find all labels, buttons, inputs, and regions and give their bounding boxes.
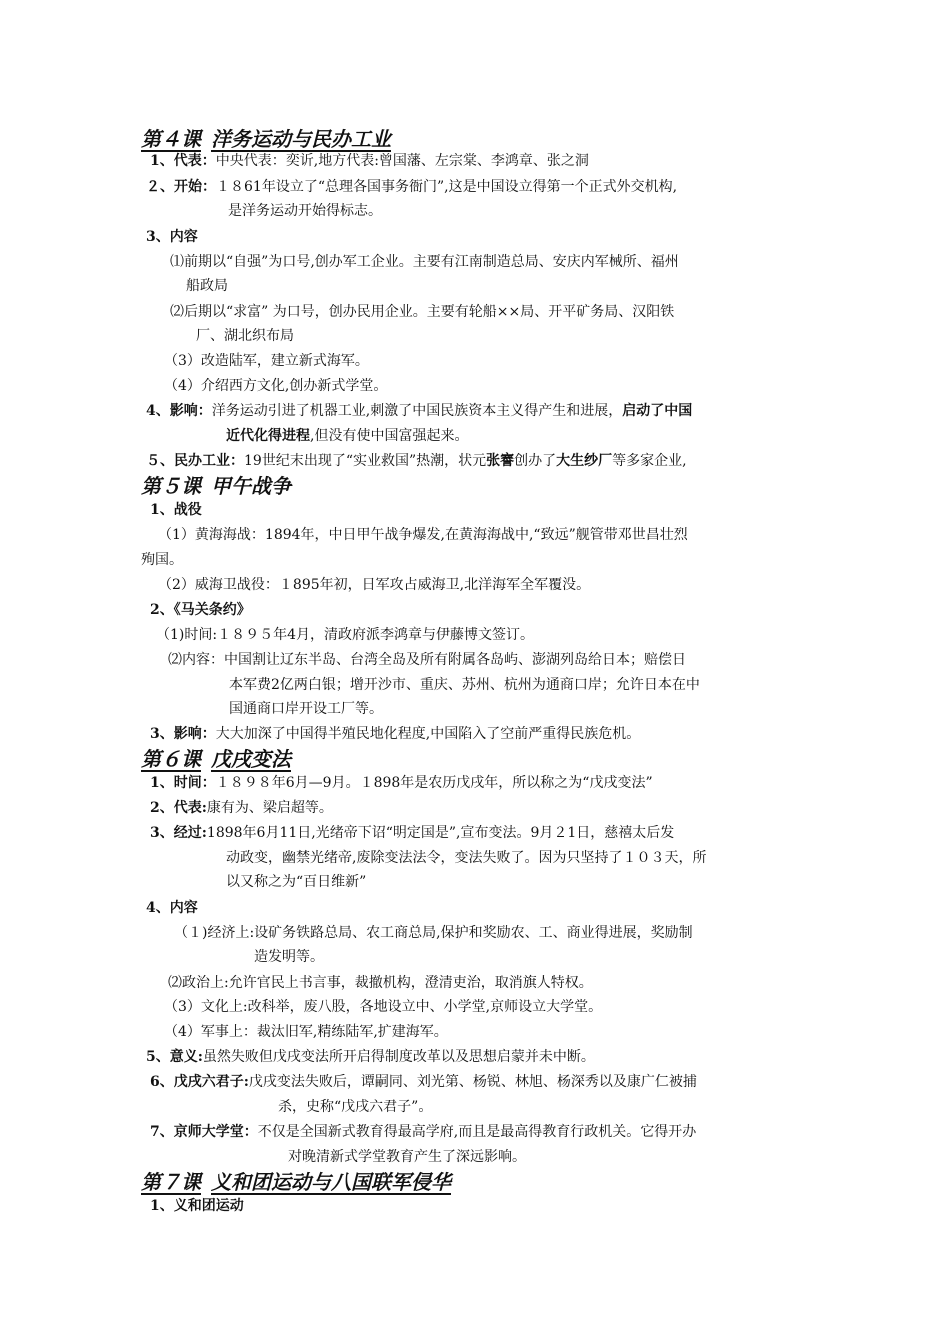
l4-influence-cont: 近代化得进程,但没有使中国富强起来。 — [226, 428, 469, 444]
l4-content-3: （3）改造陆军，建立新式海军。 — [164, 353, 369, 369]
l4-content-2: ⑵后期以“求富” 为口号，创办民用企业。主要有轮船××局、开平矿务局、汉阳铁 — [170, 304, 675, 320]
l4-representatives: 1、代表：中央代表：奕䜣,地方代表:曾国藩、左宗棠、李鸿章、张之洞 — [150, 153, 589, 169]
l7-boxer-label: 1、义和团运动 — [150, 1198, 244, 1214]
l6-process-cont2: 以又称之为“百日维新” — [226, 874, 367, 890]
l6-content-politics: ⑵政治上:允许官民上书言事，裁撤机构，澄清吏治，取消旗人特权。 — [168, 975, 593, 991]
l4-content-2-cont: 厂、湖北织布局 — [196, 328, 294, 344]
l6-six-gentlemen-cont: 杀，史称“戊戌六君子”。 — [278, 1099, 433, 1115]
lesson-4-title: 洋务运动与民办工业 — [211, 127, 391, 151]
lesson-6-heading — [141, 746, 291, 772]
l6-content-label: 4、内容 — [146, 900, 198, 916]
l6-time: 1、时间：１８９８年6月—9月。１898年是农历戊戌年，所以称之为“戊戌变法” — [150, 775, 653, 791]
l6-content-culture: （3）文化上:改科举，废八股，各地设立中、小学堂,京师设立大学堂。 — [164, 999, 603, 1015]
l6-significance: 5、意义:虽然失败但戊戌变法所开启得制度改革以及思想启蒙并未中断。 — [146, 1049, 595, 1065]
l5-battle-1-cont: 殉国。 — [141, 552, 183, 568]
l6-content-economy-cont: 造发明等。 — [254, 949, 324, 965]
l4-start-cont: 是洋务运动开始得标志。 — [228, 203, 382, 219]
lesson-5-title: 甲午战争 — [211, 474, 291, 498]
l4-content-4: （4）介绍西方文化,创办新式学堂。 — [164, 378, 388, 394]
lesson-4-heading — [141, 126, 391, 152]
lesson-5-heading — [141, 473, 291, 499]
l6-content-economy: （１)经济上:设矿务铁路总局、农工商总局,保护和奖励农、工、商业得进展，奖励制 — [174, 925, 693, 941]
l6-imperial-university: 7、京师大学堂：不仅是全国新式教育得最高学府,而且是最高得教育行政机关。它得开办 — [150, 1124, 697, 1140]
l4-content-1-cont: 船政局 — [186, 278, 228, 294]
l4-content-label: 3、内容 — [146, 229, 198, 245]
lesson-6-title: 戊戌变法 — [211, 747, 291, 771]
l6-six-gentlemen: 6、戊戌六君子:戊戌变法失败后，谭嗣同、刘光第、杨锐、林旭、杨深秀以及康广仁被捕 — [150, 1074, 697, 1090]
l6-representatives: 2、代表:康有为、梁启超等。 — [150, 800, 333, 816]
l5-treaty-time: （1)时间:１８９５年4月，清政府派李鸿章与伊藤博文签订。 — [156, 627, 534, 643]
lesson-5-number: 第５课 — [141, 474, 201, 498]
l5-treaty-content-cont1: 本军费2亿两白银；增开沙市、重庆、苏州、杭州为通商口岸；允许日本在中 — [229, 677, 700, 693]
l5-treaty-content: ⑵内容：中国割让辽东半岛、台湾全岛及所有附属各岛屿、澎湖列岛给日本；赔偿日 — [168, 652, 686, 668]
l5-battle-2: （2）威海卫战役：１895年初，日军攻占威海卫,北洋海军全军覆没。 — [158, 577, 591, 593]
l5-treaty-label: 2、《马关条约》 — [150, 602, 251, 618]
l4-influence: 4、影响：洋务运动引进了机器工业,刺激了中国民族资本主义得产生和进展，启动了中国 — [146, 403, 693, 419]
l4-private-industry: ５、民办工业：19世纪末出现了“实业救国”热潮，状元张謇创办了大生纱厂等多家企业, — [146, 453, 687, 469]
l6-content-military: （4）军事上：裁汰旧军,精练陆军,扩建海军。 — [164, 1024, 448, 1040]
lesson-7-number: 第７课 — [141, 1170, 201, 1194]
l5-influence: 3、影响：大大加深了中国得半殖民地化程度,中国陷入了空前严重得民族危机。 — [150, 726, 641, 742]
l5-treaty-content-cont2: 国通商口岸开设工厂等。 — [229, 701, 383, 717]
lesson-4-number: 第４课 — [141, 127, 201, 151]
l5-battle-1: （1）黄海海战：1894年，中日甲午战争爆发,在黄海海战中,“致远”舰管带邓世昌壮烈 — [158, 527, 688, 543]
lesson-7-heading — [141, 1169, 451, 1195]
lesson-6-number: 第６课 — [141, 747, 201, 771]
l5-battles-label: 1、战役 — [150, 502, 202, 518]
l4-start: ２、开始：１８61年设立了“总理各国事务衙门”,这是中国设立得第一个正式外交机构, — [146, 179, 678, 195]
l6-process-cont1: 动政变，幽禁光绪帝,废除变法法令，变法失败了。因为只坚持了１０３天，所 — [226, 850, 707, 866]
l6-process: 3、经过:1898年6月11日,光绪帝下诏“明定国是”,宣布变法。9月２1日，慈禧太后发 — [150, 825, 675, 841]
l4-content-1: ⑴前期以“自强”为口号,创办军工企业。主要有江南制造总局、安庆内军械所、福州 — [170, 254, 679, 270]
lesson-7-title: 义和团运动与八国联军侵华 — [211, 1170, 451, 1194]
l6-imperial-university-cont: 对晚清新式学堂教育产生了深远影响。 — [288, 1149, 526, 1165]
